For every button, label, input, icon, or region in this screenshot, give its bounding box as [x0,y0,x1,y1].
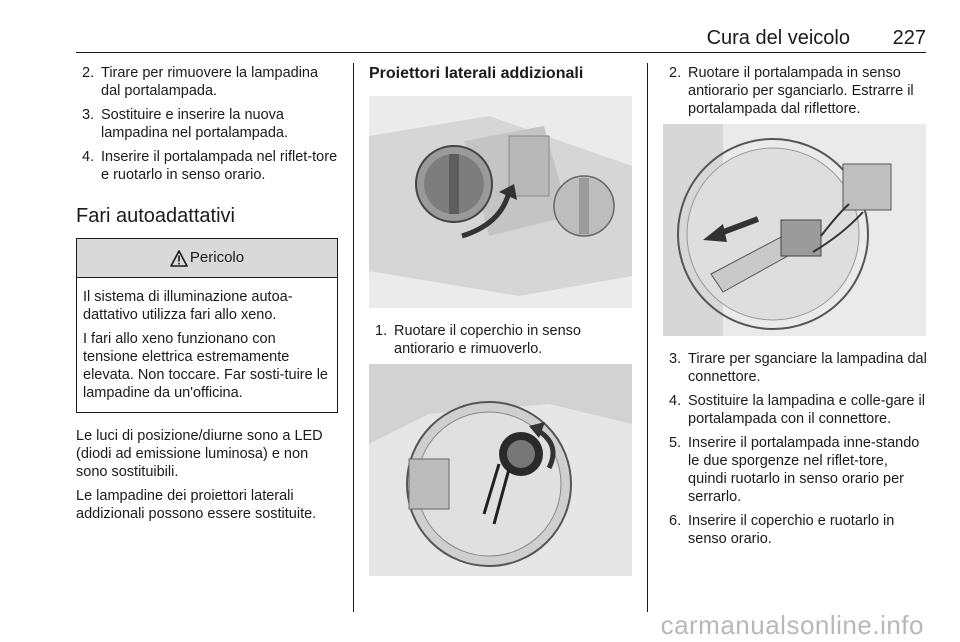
steps-list [369,322,632,358]
list-item [663,512,928,548]
steps-list [663,64,928,118]
step-number: 1. [375,323,388,339]
section-heading: Fari autoadattativi [76,205,235,227]
column-divider-2 [647,63,648,612]
body-paragraph: Le luci di posizione/diurne sono a LED (diodi ad emissione luminosa) e non sono sostituibili. [76,428,323,480]
step-number: 4. [82,149,95,165]
list-item [76,148,338,184]
step-number: 6. [669,513,682,529]
warning-header [77,239,337,278]
list-item [663,434,928,506]
steps-list [76,64,338,184]
step-number: 5. [669,435,682,451]
step-number: 4. [669,393,682,409]
step-text: Ruotare il portalampada in senso antiorario per sganciarlo. Estrarre il portalampada dal riflettore. [688,65,914,117]
section-title: Cura del veicolo [706,27,850,49]
header-rule [76,52,926,53]
step-text: Tirare per rimuovere la lampadina dal portalampada. [101,65,319,99]
bulb-removal-figure [663,124,926,336]
page-header [76,26,926,50]
column-1 [76,64,338,529]
step-number: 3. [82,107,95,123]
step-text: Sostituire la lampadina e colle-gare il portalampada con il connettore. [688,393,925,427]
step-text: Inserire il portalampada nel riflet-tore e ruotarlo in senso orario. [101,149,338,183]
list-item [663,64,928,118]
step-text: Tirare per sganciare la lampadina dal connettore. [688,351,927,385]
warning-paragraph: Il sistema di illuminazione autoa-dattativo utilizza fari allo xeno. [83,289,293,323]
bulb-holder-figure [369,364,632,576]
page-number: 227 [892,27,926,49]
watermark: carmanualsonline.info [660,610,924,640]
body-paragraph: Le lampadine dei proiettori laterali addizionali possono essere sostituite. [76,488,317,522]
warning-body [77,278,337,412]
step-text: Inserire il coperchio e ruotarlo in senso orario. [688,513,895,547]
headlamp-cover-figure [369,96,632,308]
list-item [76,106,338,142]
warning-title: Pericolo [189,249,245,266]
step-text: Inserire il portalampada inne-stando le due sporgenze nel riflet-tore, quindi ruotarlo in senso orario per serrarlo. [688,435,920,505]
warning-paragraph: I fari allo xeno funzionano con tensione elettrica estremamente elevata. Non toccare. Far sosti-tuire le lampadine da un'officina. [83,331,328,401]
step-number: 2. [669,65,682,81]
list-item [663,392,928,428]
warning-box [76,238,338,413]
list-item [369,322,632,358]
step-number: 3. [669,351,682,367]
column-divider-1 [353,63,354,612]
column-2 [369,64,632,576]
step-text: Sostituire e inserire la nuova lampadina nel portalampada. [101,107,289,141]
list-item [663,350,928,386]
step-text: Ruotare il coperchio in senso antiorario e rimuoverlo. [394,323,581,357]
column-3 [663,64,928,554]
warning-triangle-icon [170,250,188,267]
subsection-heading: Proiettori laterali addizionali [369,65,584,82]
list-item [76,64,338,100]
step-number: 2. [82,65,95,81]
steps-list [663,350,928,548]
